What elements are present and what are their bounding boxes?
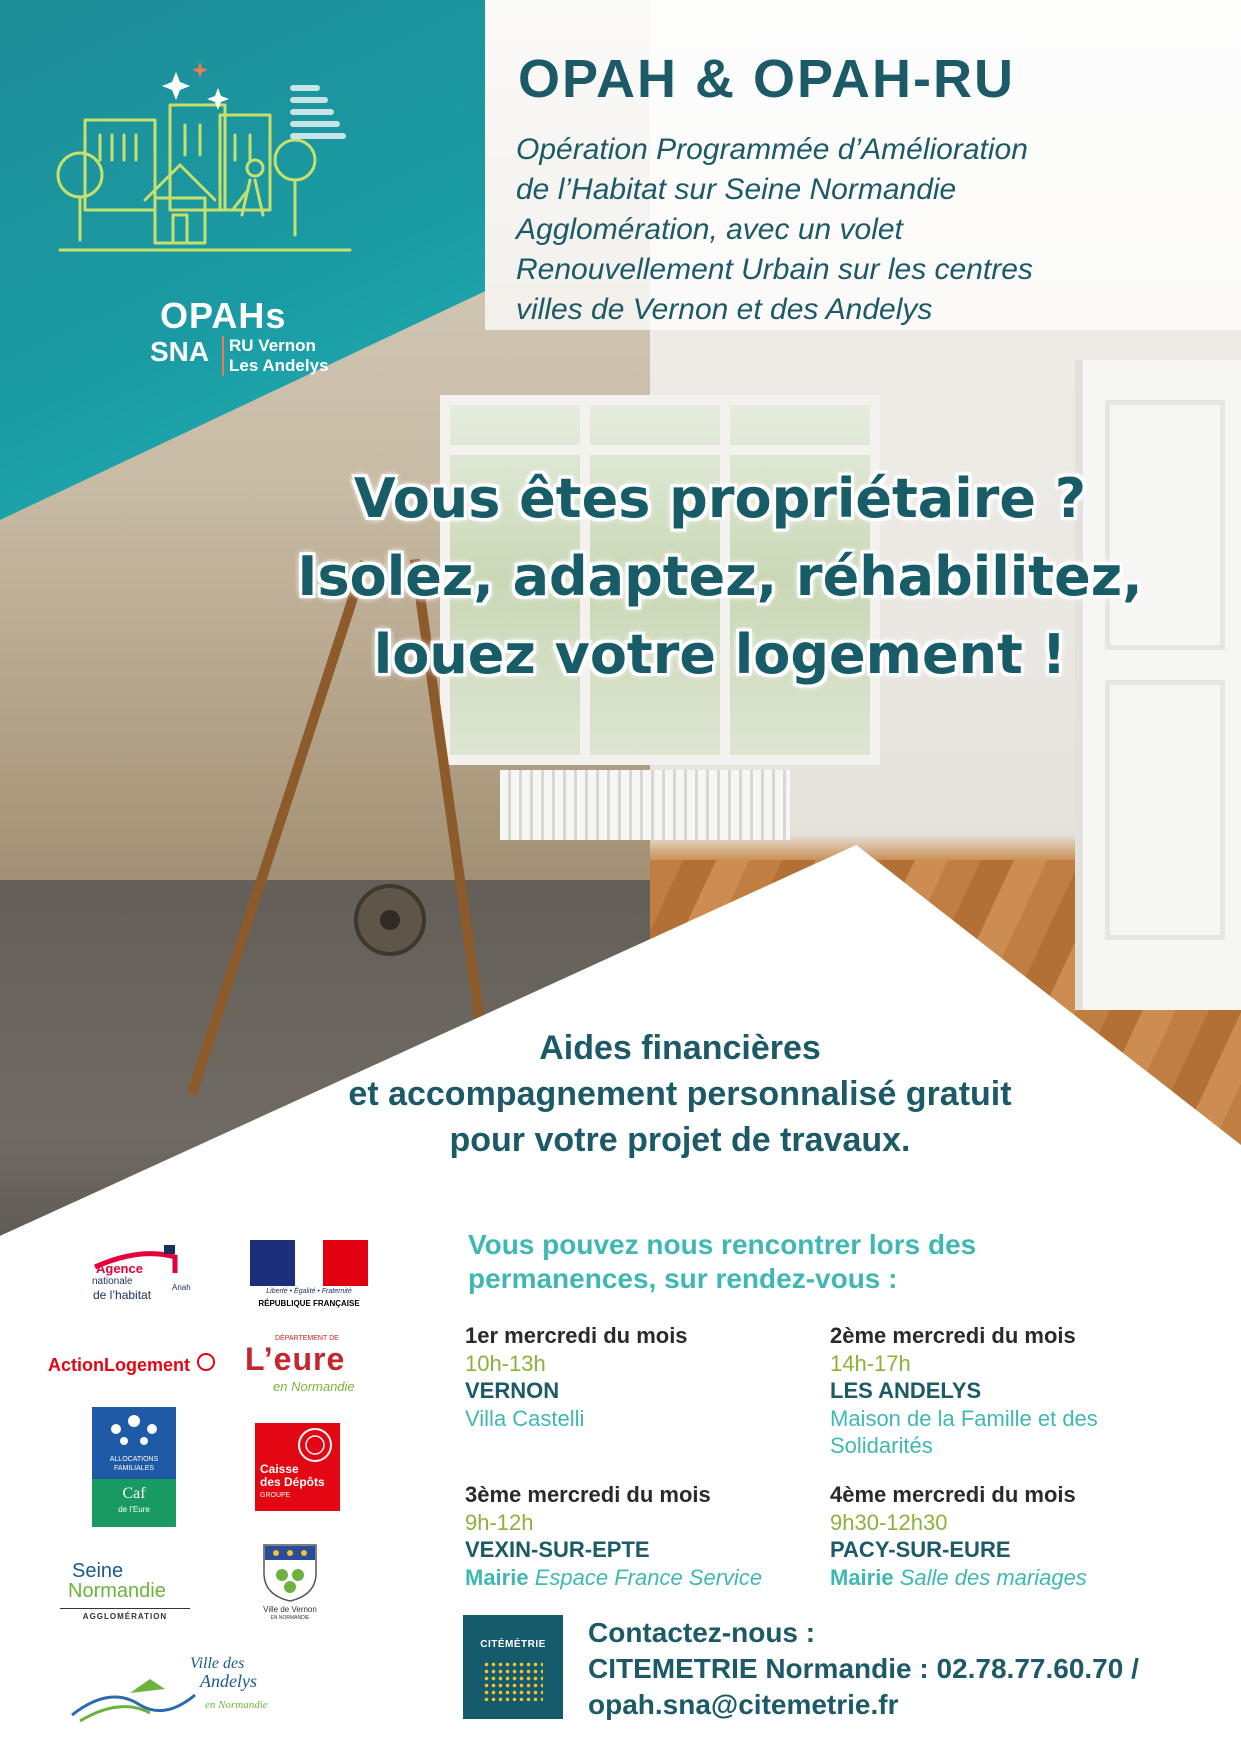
rf-motto: Liberté • Égalité • Fraternité <box>266 1288 352 1295</box>
cdc-line-1: Caisse <box>260 1462 299 1476</box>
intro-line-2: permanences, sur rendez-vous : <box>468 1263 898 1294</box>
contact-phone: CITEMETRIE Normandie : 02.78.77.60.70 / <box>588 1653 1139 1684</box>
anah-line-3: de l’habitat <box>93 1288 152 1302</box>
town-illustration-icon <box>50 40 380 290</box>
citemetrie-logo-name: CITÉMÉTRIE <box>480 1639 546 1650</box>
permanence-place-bold: Mairie <box>465 1564 529 1590</box>
permanence-place-detail: Espace France Service <box>534 1564 763 1590</box>
logo-title: OPAHs <box>160 295 287 336</box>
permanence-city: VEXIN-SUR-EPTE <box>465 1537 650 1562</box>
vernon-line-1: Ville de Vernon <box>263 1605 317 1614</box>
contact-line-1: Contactez-nous : <box>588 1617 816 1648</box>
permanence-place: Maison de la Famille et des Solidarités <box>830 1405 1098 1458</box>
eure-logo <box>245 1335 380 1400</box>
logo-town-vernon: Vernon <box>258 336 316 355</box>
permanence-when: 3ème mercredi du mois <box>465 1482 711 1507</box>
anah-line-2: nationale <box>92 1276 133 1287</box>
sna-line-3: AGGLOMÉRATION <box>82 1612 168 1621</box>
permanence-4 <box>830 1481 1170 1591</box>
cdc-line-2: des Dépôts <box>260 1475 325 1489</box>
permanence-hours: 10h-13h <box>465 1350 546 1376</box>
permanence-city: VERNON <box>465 1378 560 1403</box>
permanence-hours: 9h-12h <box>465 1509 534 1535</box>
anah-line-1: Agence <box>96 1261 143 1276</box>
sna-line-2: Normandie <box>68 1580 166 1602</box>
andelys-line-3: en Normandie <box>205 1699 268 1711</box>
caf-name: Caf <box>122 1485 146 1502</box>
photo-radiator <box>500 770 790 840</box>
logo-sna: SNA <box>150 336 210 367</box>
permanence-place-detail: Salle des mariages <box>899 1564 1087 1590</box>
caf-region: de l’Eure <box>118 1505 150 1514</box>
headline <box>250 460 1190 694</box>
action-logement-name: ActionLogement <box>48 1355 190 1375</box>
caisse-des-depots-logo <box>255 1423 340 1511</box>
caf-line-1: ALLOCATIONS <box>109 1456 159 1463</box>
aides-text <box>240 1025 1120 1163</box>
aides-line-2: et accompagnement personnalisé gratuit <box>348 1075 1012 1113</box>
action-logement-mark-icon <box>197 1353 215 1371</box>
caf-family-icon <box>92 1409 176 1459</box>
permanence-3 <box>465 1481 805 1591</box>
headline-line-2: Isolez, adaptez, réhabilitez, <box>297 545 1143 608</box>
permanence-when: 1er mercredi du mois <box>465 1323 688 1348</box>
andelys-logo <box>70 1655 290 1735</box>
eure-name: L’eure <box>245 1341 346 1377</box>
contact-block <box>588 1615 1139 1723</box>
eure-dept: DÉPARTEMENT DE <box>275 1335 339 1342</box>
french-flag-icon <box>250 1240 368 1286</box>
logo-ru-block <box>222 336 329 376</box>
headline-line-3: louez votre logement ! <box>373 623 1067 686</box>
cdc-line-3: GROUPE <box>260 1492 291 1499</box>
partner-logos <box>40 1225 380 1745</box>
andelys-swoosh-icon <box>70 1675 200 1725</box>
rf-name: RÉPUBLIQUE FRANÇAISE <box>258 1299 360 1308</box>
permanence-city: LES ANDELYS <box>830 1378 982 1403</box>
andelys-line-2: Andelys <box>200 1671 257 1691</box>
eure-region: en Normandie <box>273 1379 355 1394</box>
permanence-place <box>830 1564 1170 1592</box>
permanence-place <box>465 1564 805 1592</box>
permanence-2 <box>830 1322 1130 1460</box>
caf-logo <box>92 1407 176 1527</box>
permanence-hours: 9h30-12h30 <box>830 1509 948 1535</box>
permanence-hours: 14h-17h <box>830 1350 911 1376</box>
headline-line-1: Vous êtes propriétaire ? <box>353 467 1087 530</box>
permanences-intro <box>468 1228 1128 1296</box>
subtitle-line: de l’Habitat sur Seine Normandie <box>516 173 957 206</box>
permanence-place: Villa Castelli <box>465 1405 585 1431</box>
caf-line-2: FAMILIALES <box>113 1465 155 1472</box>
logo-town-andelys: Les Andelys <box>229 356 329 375</box>
subtitle-line: Renouvellement Urbain sur les centres <box>516 253 1033 286</box>
citemetrie-dots-icon <box>483 1661 543 1701</box>
permanence-place-bold: Mairie <box>830 1564 894 1590</box>
permanence-when: 4ème mercredi du mois <box>830 1482 1076 1507</box>
opahs-logo <box>50 40 380 375</box>
page-title: OPAH & OPAH-RU <box>518 49 1015 109</box>
republique-francaise-logo <box>250 1240 368 1312</box>
sna-line-1: Seine <box>72 1560 124 1582</box>
andelys-line-1: Ville des <box>190 1655 245 1672</box>
aides-line-1: Aides financières <box>539 1029 821 1067</box>
contact-email[interactable]: opah.sna@citemetrie.fr <box>588 1689 899 1720</box>
intro-line-1: Vous pouvez nous rencontrer lors des <box>468 1229 977 1260</box>
vernon-line-2: EN NORMANDIE <box>270 1615 310 1621</box>
seine-normandie-logo <box>60 1560 190 1630</box>
subtitle-line: Agglomération, avec un volet <box>516 213 903 246</box>
vernon-coat-of-arms-icon <box>262 1543 318 1603</box>
citemetrie-logo <box>463 1615 563 1719</box>
vernon-logo <box>255 1543 325 1633</box>
subtitle-line: villes de Vernon et des Andelys <box>516 293 933 326</box>
page-subtitle <box>516 130 1216 330</box>
subtitle-line: Opération Programmée d’Amélioration <box>516 133 1028 166</box>
photo-cable-reel <box>350 880 430 960</box>
permanence-city: PACY-SUR-EURE <box>830 1537 1011 1562</box>
cdc-seal-icon <box>255 1425 340 1465</box>
anah-logo <box>90 1245 200 1310</box>
permanence-when: 2ème mercredi du mois <box>830 1323 1076 1348</box>
permanence-1 <box>465 1322 805 1432</box>
aides-line-3: pour votre projet de travaux. <box>449 1121 911 1159</box>
anah-tag: Anah <box>172 1283 191 1292</box>
action-logement-logo <box>48 1353 228 1383</box>
logo-ru: RU <box>229 336 254 355</box>
